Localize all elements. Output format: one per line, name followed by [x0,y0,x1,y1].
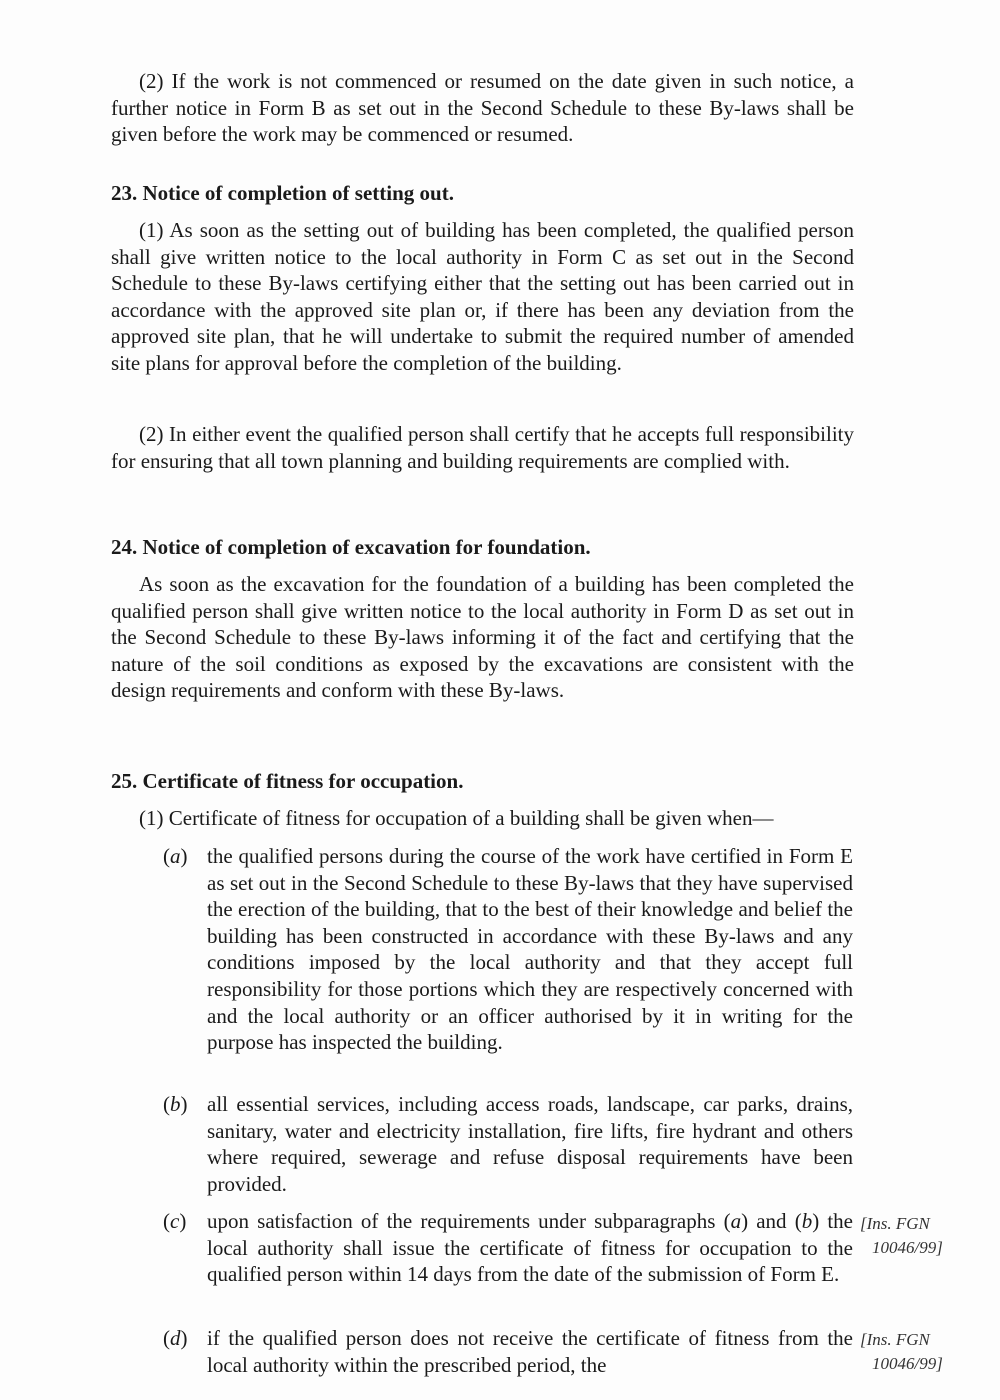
item-text: upon satisfaction of the requirements under subparagraphs (a) and (b) the local authority shall issue the certificate of fitness for occupation to the qualified person within 14 days from the date of the submission of Form E. [207,1209,853,1287]
paragraph: (1) As soon as the setting out of building has been completed, the qualified person shall give written notice to the local authority in Form C as set out in the Second Schedule to these By-laws certifying either that the setting out has been carried out in accordance with the approved site plan or, if there has been any deviation from the approved site plan, that he will undertake to submit the required number of amended site plans for approval before the completion of the building. [111,218,854,375]
margin-note [860,1328,943,1376]
section-25-heading: 25. Certificate of fitness for occupation. [111,769,464,793]
margin-note-line-2: 10046/99] [872,1354,943,1373]
paragraph: (2) If the work is not commenced or resumed on the date given in such notice, a further notice in Form B as set out in the Second Schedule to these By-laws shall be given before the work may be commenced or resumed. [111,69,854,147]
item-marker: (b) [163,1092,188,1116]
section-23-heading: 23. Notice of completion of setting out. [111,181,454,205]
margin-note-line-2: 10046/99] [872,1238,943,1257]
item-marker: (d) [163,1326,188,1350]
list-item-a [163,843,853,1056]
item-text: all essential services, including access roads, landscape, car parks, drains, sanitary, water and electricity installation, fire lifts, fire hydrant and others where required, sewerage and refuse disposal requirements have been provided. [207,1092,853,1196]
section-25-intro [139,805,859,832]
list-item-b [163,1091,853,1197]
section-23-para-2 [111,421,854,474]
list-item-c [163,1208,853,1288]
margin-note-line-1: [Ins. FGN [860,1330,930,1349]
item-text: the qualified persons during the course of the work have certified in Form E as set out in the Second Schedule to these By-laws that they have supervised the erection of the building, that to the best of their knowledge and belief the building has been constructed in accordance with these By-laws and any conditions imposed by the local authority and that they accept full responsibility for those portions which they are respectively concerned with and the local authority or an officer authorised by it in writing for the purpose has inspected the building. [207,844,853,1055]
list-item-d [163,1325,853,1378]
section-23-para-1 [111,217,854,377]
margin-note-line-1: [Ins. FGN [860,1214,930,1233]
paragraph: As soon as the excavation for the foundation of a building has been completed the qualified person shall give written notice to the local authority in Form D as set out in the Second Schedule to these By-laws informing it of the fact and certifying that the nature of the soil conditions as exposed by the excavations are consistent with the design requirements and conform with these By-laws. [111,572,854,703]
paragraph: (2) In either event the qualified person shall certify that he accepts full responsibility for ensuring that all town planning and building requirements are complied with. [111,422,854,473]
item-marker: (c) [163,1209,187,1233]
section-22-para-2 [111,68,854,148]
margin-note [860,1212,943,1260]
item-marker: (a) [163,844,188,868]
section-24-para-1 [111,571,854,704]
item-text: if the qualified person does not receive the certificate of fitness from the local authority within the prescribed period, the [207,1326,853,1377]
paragraph: (1) Certificate of fitness for occupation of a building shall be given when— [139,806,774,830]
section-24-heading: 24. Notice of completion of excavation for foundation. [111,535,591,559]
